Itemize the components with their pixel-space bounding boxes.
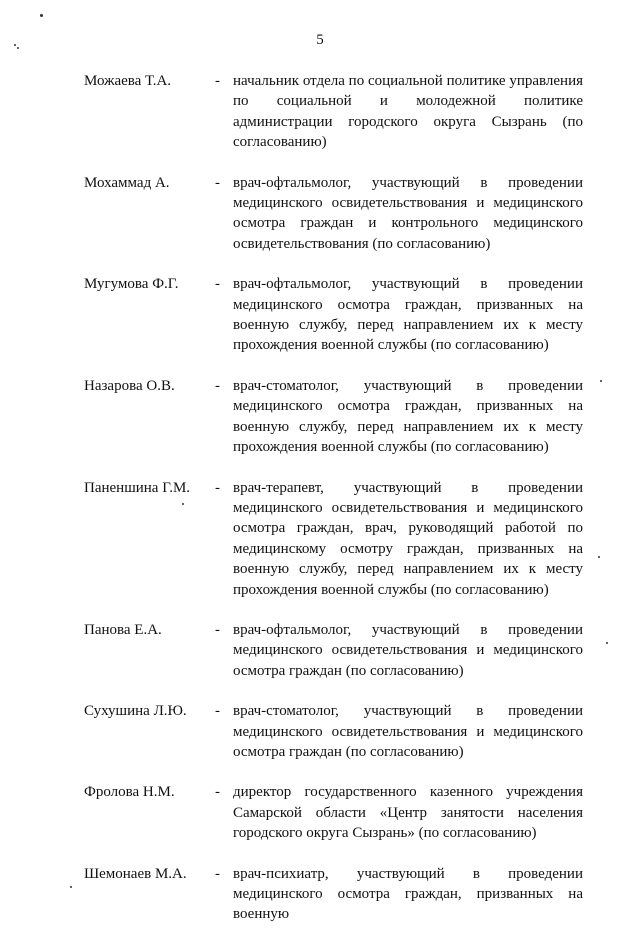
dash-separator: -: [215, 73, 220, 89]
dash-separator: -: [215, 174, 220, 191]
dash-separator: -: [215, 276, 220, 293]
dash-separator: -: [215, 703, 220, 720]
person-role: врач-офтальмолог, участвующий в проведении медицинского освидетельствования и медицинского осмотра граждан (по согласованию): [233, 621, 583, 679]
list-item: [0, 274, 640, 356]
person-role: врач-терапевт, участвующий в проведении медицинского освидетельствования и медицинского осмотра граждан, врач, руководящий работой по медицинскому осмотру граждан, призванных на военную службу, перед направлением их к месту прохождения военной службы (по согласованию): [233, 479, 583, 598]
list-item: [0, 864, 640, 925]
person-name: Сухушина Л.Ю.: [84, 703, 187, 720]
dash-separator: -: [215, 784, 220, 801]
scan-speck: [70, 886, 72, 888]
person-role: врач-психиатр, участвующий в проведении медицинского осмотра граждан, призванных на военную: [233, 865, 583, 923]
list-item: [0, 478, 640, 600]
person-role: врач-стоматолог, участвующий в проведении медицинского освидетельствования и медицинского осмотра граждан (по согласованию): [233, 703, 583, 760]
dash-separator: -: [215, 621, 220, 638]
person-role: директор государственного казенного учреждения Самарской области «Центр занятости населения городского округа Сызрань» (по согласованию): [233, 784, 583, 842]
list-item: [0, 71, 640, 153]
person-name: Можаева Т.А.: [84, 73, 172, 89]
person-name: Паненшина Г.М.: [84, 479, 191, 496]
dash-separator: -: [215, 479, 220, 496]
person-role: врач-стоматолог, участвующий в проведении медицинского осмотра граждан, призванных на военную службу, перед направлением их к месту прохождения военной службы (по согласованию): [233, 377, 583, 456]
scan-speck: [17, 47, 19, 49]
scan-speck: [606, 642, 608, 644]
list-item: [0, 782, 640, 843]
dash-separator: -: [215, 377, 220, 394]
page-number: 5: [316, 32, 324, 48]
person-name: Шемонаев М.А.: [84, 865, 187, 882]
person-name: Мохаммад А.: [84, 174, 170, 191]
list-item: [0, 173, 640, 255]
scan-speck: [598, 556, 600, 558]
personnel-list: [0, 71, 640, 945]
scan-speck: [40, 14, 43, 17]
person-name: Фролова Н.М.: [84, 784, 175, 801]
scan-speck: [600, 380, 602, 382]
person-name: Панова Е.А.: [84, 621, 162, 638]
person-name: Назарова О.В.: [84, 377, 175, 394]
scan-speck: [182, 503, 184, 505]
list-item: [0, 620, 640, 681]
person-role: врач-офтальмолог, участвующий в проведении медицинского освидетельствования и медицинского осмотра граждан и контрольного медицинского освидетельствования (по согласованию): [233, 174, 583, 252]
scan-speck: [14, 44, 16, 46]
person-role: начальник отдела по социальной политике управления по социальной и молодежной политике администрации городского округа Сызрань (по согласованию): [233, 73, 584, 151]
list-item: [0, 701, 640, 762]
dash-separator: -: [215, 865, 220, 882]
person-role: врач-офтальмолог, участвующий в проведении медицинского осмотра граждан, призванных на военную службу, перед направлением их к месту прохождения военной службы (по согласованию): [233, 276, 583, 354]
list-item: [0, 376, 640, 458]
person-name: Мугумова Ф.Г.: [84, 276, 179, 293]
